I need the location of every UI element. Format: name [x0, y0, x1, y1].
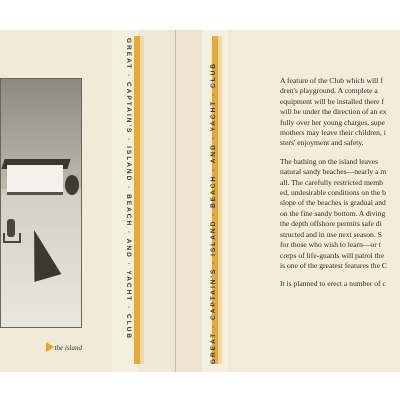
text-line: all. The carefully restricted memb: [280, 177, 383, 187]
text-line: structed and in use next season. S: [280, 229, 382, 239]
text-line: natural sandy beaches—nearly a m: [280, 167, 387, 177]
photo-clubhouse: [7, 165, 63, 195]
open-brochure: [0, 30, 400, 372]
text-line: mothers may leave their children, i: [280, 128, 386, 138]
text-line: the depth offshore permits safe di: [280, 219, 382, 229]
text-line: will be under the direction of an ex: [280, 107, 387, 117]
text-line: for those who wish to learn—or t: [280, 240, 381, 250]
text-line: dren's playground. A complete a: [280, 86, 378, 96]
text-line: ed, undesirable conditions on the b: [280, 188, 386, 198]
paragraph-playground: [272, 76, 400, 149]
text-line: corps of life-guards will patrol the: [280, 250, 384, 260]
text-line: sters' enjoyment and safety.: [280, 138, 364, 148]
text-line: equipment will be installed there f: [280, 96, 384, 106]
photo-tree: [65, 175, 79, 195]
paragraph-planned: [272, 279, 400, 289]
text-line: A feature of the Club which will f: [280, 76, 383, 85]
center-fold-line: [175, 30, 176, 372]
text-line: is one of the greatest features the C: [280, 260, 387, 270]
beach-clubhouse-photo: [0, 78, 82, 328]
text-line: fully over her young charges, supe: [280, 117, 385, 127]
left-pale-stripe: [140, 36, 144, 364]
page-body-text: [272, 76, 400, 298]
right-spine-title: GREAT · CAPTAIN'S · ISLAND · BEACH · AND · YACHT · CLUB: [210, 61, 217, 364]
text-line: The bathing on the island leaves: [280, 156, 379, 166]
photo-beach-chair: [3, 233, 21, 243]
paragraph-bathing: [272, 157, 400, 271]
right-page: [232, 30, 400, 372]
left-page: [0, 30, 112, 372]
text-line: It is planned to erect a number of c: [280, 279, 386, 289]
photo-caption: the island: [54, 344, 82, 352]
text-line: slope of the beaches is gradual and: [280, 198, 386, 208]
text-line: on the fine sandy bottom. A diving: [280, 208, 386, 218]
left-spine-title: GREAT · CAPTAIN'S · ISLAND · BEACH · AND · YACHT · CLUB: [125, 38, 132, 341]
